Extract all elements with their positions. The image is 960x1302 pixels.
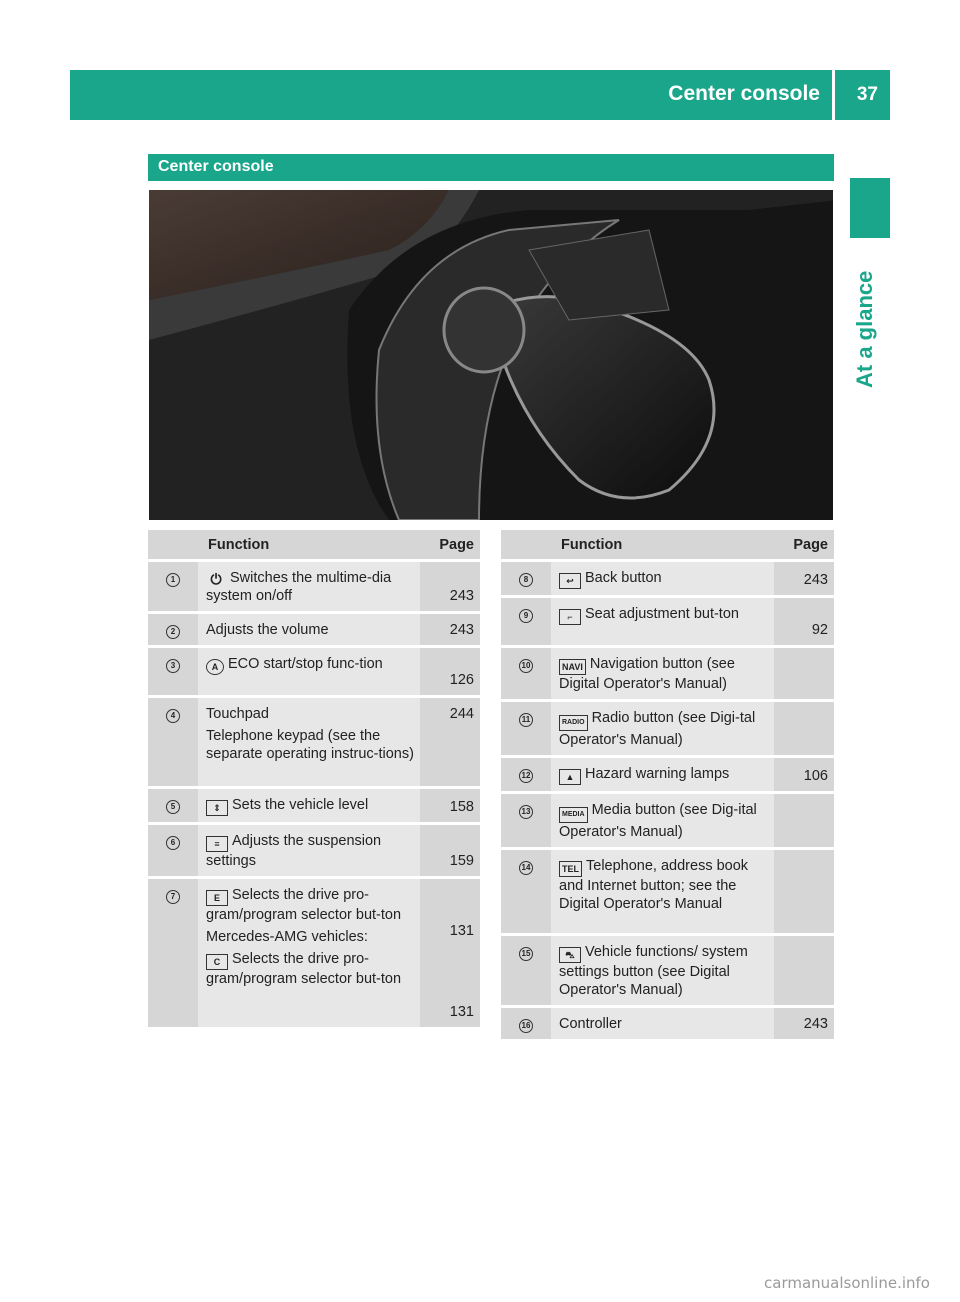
table-row bbox=[501, 561, 834, 597]
side-tab-label-wrap bbox=[852, 270, 888, 391]
table-row bbox=[501, 701, 834, 757]
row-number: 2 bbox=[148, 613, 198, 647]
row-number: 4 bbox=[148, 697, 198, 788]
navi-icon: NAVI bbox=[559, 659, 586, 675]
row-page: 131 131 bbox=[420, 878, 480, 1028]
page-header bbox=[70, 70, 890, 120]
row-page bbox=[774, 935, 834, 1007]
page-number: 37 bbox=[856, 84, 878, 105]
row-page bbox=[774, 849, 834, 935]
row-page bbox=[774, 701, 834, 757]
row-function: ▲ Hazard warning lamps bbox=[551, 757, 774, 793]
row-function: ⏻ Switches the multime-dia system on/off bbox=[198, 561, 420, 613]
row-number: 11 bbox=[501, 701, 551, 757]
row-function: RADIO Radio button (see Digi-tal Operator's Manual) bbox=[551, 701, 774, 757]
table-row bbox=[148, 788, 480, 824]
drive-program-icon: E bbox=[206, 890, 228, 906]
vehicle-functions-icon: ⛍ bbox=[559, 947, 581, 963]
page-column-header: Page bbox=[420, 530, 480, 561]
row-page: 92 bbox=[774, 597, 834, 647]
row-page: 243 bbox=[420, 561, 480, 613]
row-number: 1 bbox=[148, 561, 198, 613]
row-page bbox=[774, 647, 834, 701]
table-row bbox=[148, 878, 480, 1028]
table-row bbox=[501, 849, 834, 935]
row-function: TEL Telephone, address book and Internet button; see the Digital Operator's Manual bbox=[551, 849, 774, 935]
amg-drive-program-icon: C bbox=[206, 954, 228, 970]
row-page: 158 bbox=[420, 788, 480, 824]
row-number: 16 bbox=[501, 1007, 551, 1040]
hazard-icon: ▲ bbox=[559, 769, 581, 785]
row-number: 10 bbox=[501, 647, 551, 701]
table-row bbox=[148, 697, 480, 788]
side-tab bbox=[850, 178, 890, 238]
row-number: 14 bbox=[501, 849, 551, 935]
function-table-right bbox=[501, 530, 834, 1039]
table-row bbox=[501, 757, 834, 793]
row-number: 13 bbox=[501, 793, 551, 849]
row-page: 243 bbox=[420, 613, 480, 647]
row-page: 126 bbox=[420, 647, 480, 697]
row-function: MEDIA Media button (see Dig-ital Operator's Manual) bbox=[551, 793, 774, 849]
row-number: 6 bbox=[148, 824, 198, 878]
table-row bbox=[501, 647, 834, 701]
chapter-title: Center console bbox=[668, 82, 820, 105]
vehicle-level-icon: ⇕ bbox=[206, 800, 228, 816]
row-page: 106 bbox=[774, 757, 834, 793]
power-icon: ⏻ bbox=[210, 571, 222, 587]
row-function: Adjusts the volume bbox=[198, 613, 420, 647]
row-function: A ECO start/stop func-tion bbox=[198, 647, 420, 697]
page-column-header: Page bbox=[774, 530, 834, 561]
row-number: 15 bbox=[501, 935, 551, 1007]
header-divider bbox=[832, 70, 835, 120]
row-function: E Selects the drive pro-gram/program selector but-ton Mercedes-AMG vehicles: C Selects the drive pro-gram/program selector but-ton bbox=[198, 878, 420, 1028]
section-title: Center console bbox=[158, 158, 274, 175]
row-function: ⇕ Sets the vehicle level bbox=[198, 788, 420, 824]
row-page bbox=[774, 793, 834, 849]
eco-icon: A bbox=[206, 659, 224, 675]
row-page: 159 bbox=[420, 824, 480, 878]
section-heading bbox=[148, 154, 834, 181]
table-row bbox=[148, 613, 480, 647]
row-function: ⌐ Seat adjustment but-ton bbox=[551, 597, 774, 647]
suspension-icon: ≡ bbox=[206, 836, 228, 852]
table-row bbox=[148, 561, 480, 613]
table-row bbox=[501, 793, 834, 849]
watermark: carmanualsonline.info bbox=[764, 1274, 930, 1292]
seat-icon: ⌐ bbox=[559, 609, 581, 625]
row-function: NAVI Navigation button (see Digital Operator's Manual) bbox=[551, 647, 774, 701]
row-function: ≡ Adjusts the suspension settings bbox=[198, 824, 420, 878]
tel-icon: TEL bbox=[559, 861, 582, 877]
table-header-row bbox=[148, 530, 480, 561]
radio-icon: RADIO bbox=[559, 715, 588, 731]
table-row bbox=[501, 935, 834, 1007]
row-function: Controller bbox=[551, 1007, 774, 1040]
center-console-photo bbox=[149, 190, 833, 520]
row-page: 243 bbox=[774, 561, 834, 597]
back-icon: ↩ bbox=[559, 573, 581, 589]
row-page: 243 bbox=[774, 1007, 834, 1040]
row-number: 8 bbox=[501, 561, 551, 597]
row-number: 9 bbox=[501, 597, 551, 647]
side-tab-label: At a glance bbox=[852, 270, 877, 388]
function-column-header: Function bbox=[198, 530, 420, 561]
row-number: 3 bbox=[148, 647, 198, 697]
table-row bbox=[148, 824, 480, 878]
function-table-left bbox=[148, 530, 480, 1027]
table-row bbox=[148, 647, 480, 697]
row-function: ⛍ Vehicle functions/ system settings button (see Digital Operator's Manual) bbox=[551, 935, 774, 1007]
table-row bbox=[501, 597, 834, 647]
row-function: ↩ Back button bbox=[551, 561, 774, 597]
row-number: 12 bbox=[501, 757, 551, 793]
table-header-row bbox=[501, 530, 834, 561]
row-number: 7 bbox=[148, 878, 198, 1028]
table-row bbox=[501, 1007, 834, 1040]
row-page: 244 bbox=[420, 697, 480, 788]
num-column-header bbox=[501, 530, 551, 561]
row-number: 5 bbox=[148, 788, 198, 824]
media-icon: MEDIA bbox=[559, 807, 588, 823]
console-illustration bbox=[149, 190, 833, 520]
row-function: Touchpad Telephone keypad (see the separate operating instruc-tions) bbox=[198, 697, 420, 788]
num-column-header bbox=[148, 530, 198, 561]
function-column-header: Function bbox=[551, 530, 774, 561]
